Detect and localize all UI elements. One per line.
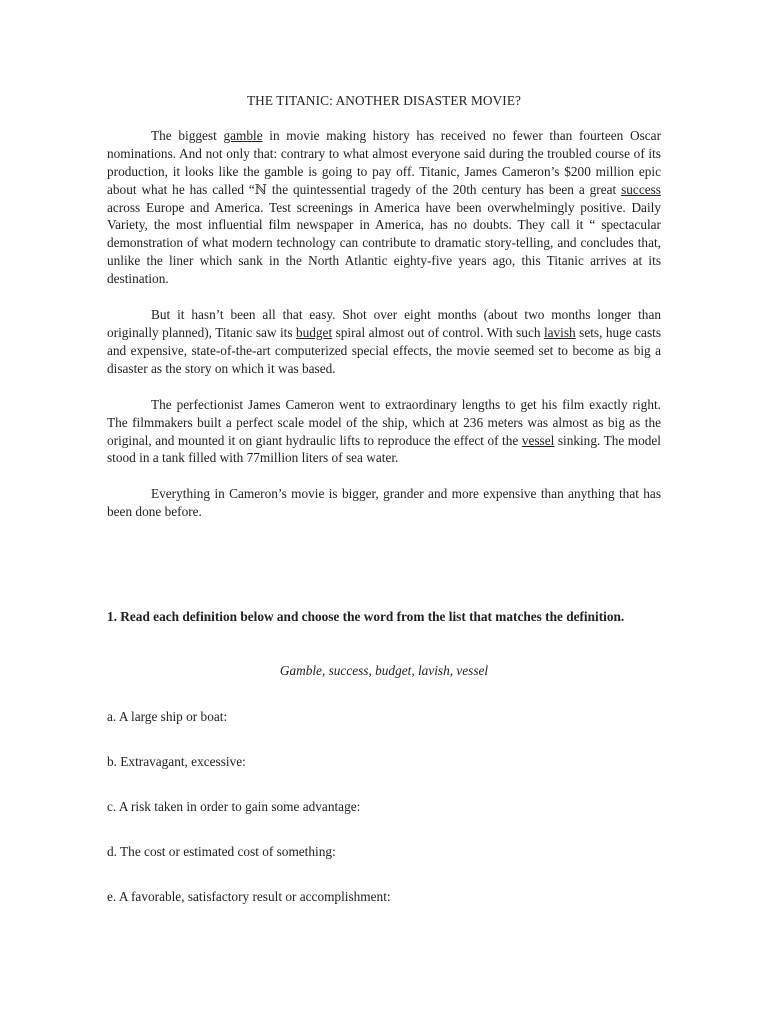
paragraph-3 [107, 396, 661, 468]
vocab-word-lavish: lavish [543, 324, 576, 340]
exercise-section [107, 608, 661, 904]
vocab-word-gamble: gamble [223, 127, 263, 143]
paragraph-3-text-a: The perfectionist James Cameron went to extraordinary lengths to get his film exactly right. The filmmakers built a perfect scale model of the ship, which at 236 meters was almost as big as the original, and mounted it on giant hydraulic lifts to reproduce the effect of the [107, 396, 661, 448]
paragraph-1-text-b: in movie making history has received no fewer than fourteen Oscar nominations. And not only that: contrary to what almost everyone said during the troubled course of its production, it looks like the gamble is going to pay off. Titanic, James Cameron’s $200 million epic about what he has called “ℕ the quintessential tragedy of the 20th century has been a great [107, 127, 661, 197]
definition-e: e. A favorable, satisfactory result or accomplishment: [107, 889, 391, 904]
paragraph-1 [107, 127, 661, 288]
paragraph-1-text-c: across Europe and America. Test screenings in America have been overwhelmingly positive. Daily Variety, the most influential film newspaper in America, has no doubts. They call it “ spectacular demonstration of what modern technology can contribute to dramatic story-telling, and concludes that, unlike the liner which sank in the North Atlantic eighty-five years ago, this Titanic arrives at its destination. [107, 199, 661, 287]
vocab-word-success: success [621, 181, 661, 197]
definition-d: d. The cost or estimated cost of something: [107, 844, 336, 859]
exercise-instruction: 1. Read each definition below and choose the word from the list that matches the definition. [107, 609, 625, 624]
article-title: THE TITANIC: ANOTHER DISASTER MOVIE? [246, 93, 522, 108]
word-list: Gamble, success, budget, lavish, vessel [279, 663, 489, 678]
paragraph-2-text-a: But it hasn’t been all that easy. Shot over eight months (about two months longer than originally planned), Titanic saw its [107, 307, 661, 340]
definition-a: a. A large ship or boat: [107, 709, 228, 724]
paragraph-2-text-b: spiral almost out of control. With such [332, 324, 544, 340]
article [107, 92, 661, 521]
definition-b: b. Extravagant, excessive: [107, 754, 246, 769]
paragraph-1-text-a: The biggest [151, 127, 224, 143]
paragraph-4 [107, 485, 661, 521]
paragraph-2-text-c: sets, huge casts and expensive, state-of-the-art computerized special effects, the movie seemed set to become as big a disaster as the story on which it was based. [107, 324, 661, 376]
definition-c: c. A risk taken in order to gain some advantage: [107, 799, 361, 814]
vocab-word-vessel: vessel [521, 432, 555, 448]
vocab-word-budget: budget [295, 324, 333, 340]
paragraph-4-text: Everything in Cameron’s movie is bigger, grander and more expensive than anything that has been done before. [107, 486, 661, 520]
paragraph-2 [107, 306, 661, 378]
paragraph-3-text-b: sinking. The model stood in a tank filled with 77million liters of sea water. [107, 432, 661, 466]
